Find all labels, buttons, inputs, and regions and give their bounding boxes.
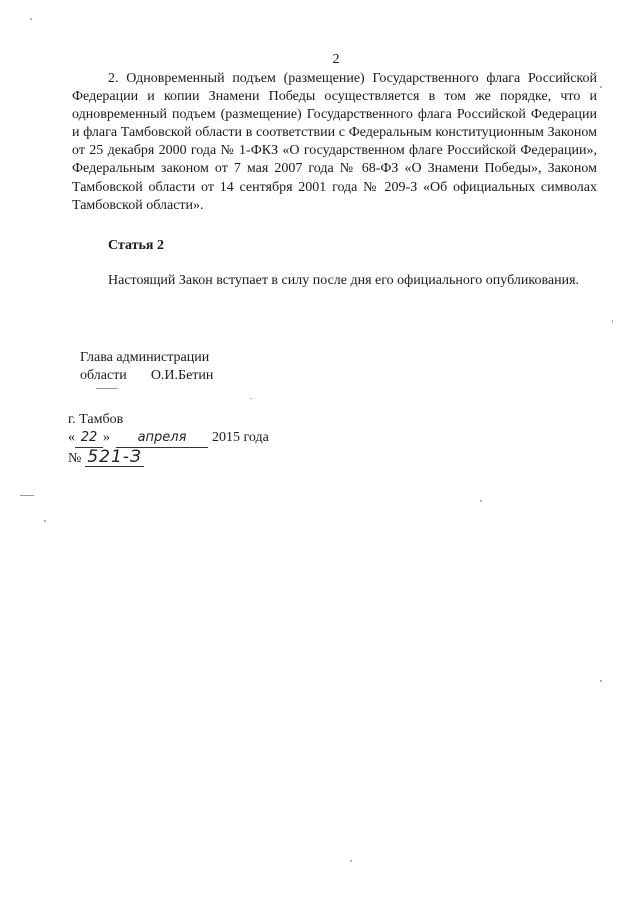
paragraph-effective-date: Настоящий Закон вступает в силу после дня его официального опубликования. [108, 273, 580, 288]
scan-speck [250, 398, 252, 399]
scan-speck [30, 18, 32, 20]
date-month-handwritten: апреля [137, 430, 187, 445]
date-year: 2015 года [212, 430, 269, 445]
date-close-quote: » [103, 430, 110, 445]
date-open-quote: « [68, 430, 75, 445]
scan-speck [96, 388, 118, 389]
place-city: г. Тамбов [68, 412, 124, 427]
paragraph-flag-raising: 2. Одновременный подъем (размещение) Государственного флага Российской Федерации и копии Знамени Победы осуществляется в том же порядке, что и одновременный подъем (размещение) Государственного флага Российской Федерации и флага Тамбовской области в соответствии с Федеральным конституционным Законом от 25 декабря 2000 года № 1-ФКЗ «О государственном флаге Российской Федерации», Федеральным законом от 7 мая 2007 года № 68-ФЗ «О Знамени Победы», Законом Тамбовской области от 14 сентября 2001 года № 209-З «Об официальных символах Тамбовской области». [72, 71, 597, 213]
page-number: 2 [332, 52, 340, 67]
signer-region: области [80, 368, 127, 383]
article-heading: Статья 2 [108, 238, 164, 253]
scan-speck [20, 495, 34, 496]
signing-date [68, 429, 269, 448]
date-day-handwritten: 22 [80, 430, 98, 445]
date-day-field [75, 429, 103, 448]
signer-line [80, 367, 213, 385]
law-number-line [68, 448, 269, 468]
scan-speck [350, 860, 352, 862]
scan-speck [480, 500, 482, 502]
date-month-field [116, 429, 208, 448]
scan-speck [600, 680, 602, 682]
signer-name: О.И.Бетин [150, 368, 214, 383]
place-date-block [68, 411, 269, 468]
scan-speck [612, 320, 613, 323]
law-number-handwritten: 521-З [87, 447, 142, 467]
scan-speck [44, 520, 46, 522]
number-sign: № [68, 451, 82, 466]
signature-block [80, 349, 213, 385]
scan-speck [600, 86, 602, 88]
signer-title: Глава администрации [80, 350, 210, 365]
